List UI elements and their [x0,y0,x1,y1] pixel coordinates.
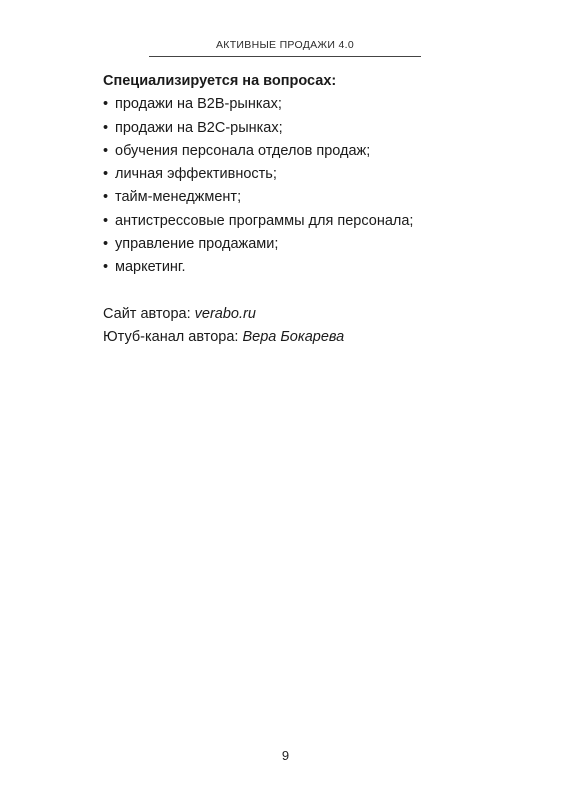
list-item [103,210,523,233]
bullet-icon: • [103,259,109,276]
running-header: АКТИВНЫЕ ПРОДАЖИ 4.0 [215,39,354,51]
list-item-text: продажи на B2B-рынках; [115,96,282,113]
page-content [103,70,523,349]
author-site-link[interactable]: verabo.ru [194,305,256,322]
topics-list [103,93,523,279]
list-item-text: управление продажами; [115,236,279,253]
list-item [103,233,523,256]
bullet-icon: • [103,166,109,183]
list-item [103,163,523,186]
bullet-icon: • [103,119,109,136]
list-item-text: личная эффективность; [115,166,277,183]
bullet-icon: • [103,212,109,229]
bullet-icon: • [103,236,109,253]
bullet-icon: • [103,142,109,159]
author-youtube-link[interactable]: Вера Бокарева [242,328,345,345]
author-info [103,303,523,350]
list-item-text: антистрессовые программы для персонала; [115,212,414,229]
section-heading: Специализируется на вопросах: [103,73,337,89]
list-item-text: продажи на B2C-рынках; [115,119,283,136]
list-item [103,140,523,163]
list-item [103,117,523,140]
author-youtube-label: Ютуб-канал автора: [103,328,243,345]
list-item [103,256,523,279]
author-site-line [103,303,523,326]
bullet-icon: • [103,96,109,113]
header-rule [149,56,421,57]
list-item [103,186,523,209]
list-item-text: обучения персонала отделов продаж; [115,142,371,159]
list-item-text: маркетинг. [115,259,186,276]
list-item [103,93,523,116]
bullet-icon: • [103,189,109,206]
author-youtube-line [103,326,523,349]
list-item-text: тайм-менеджмент; [115,189,242,206]
author-site-label: Сайт автора: [103,305,195,322]
page-number: 9 [281,748,290,763]
